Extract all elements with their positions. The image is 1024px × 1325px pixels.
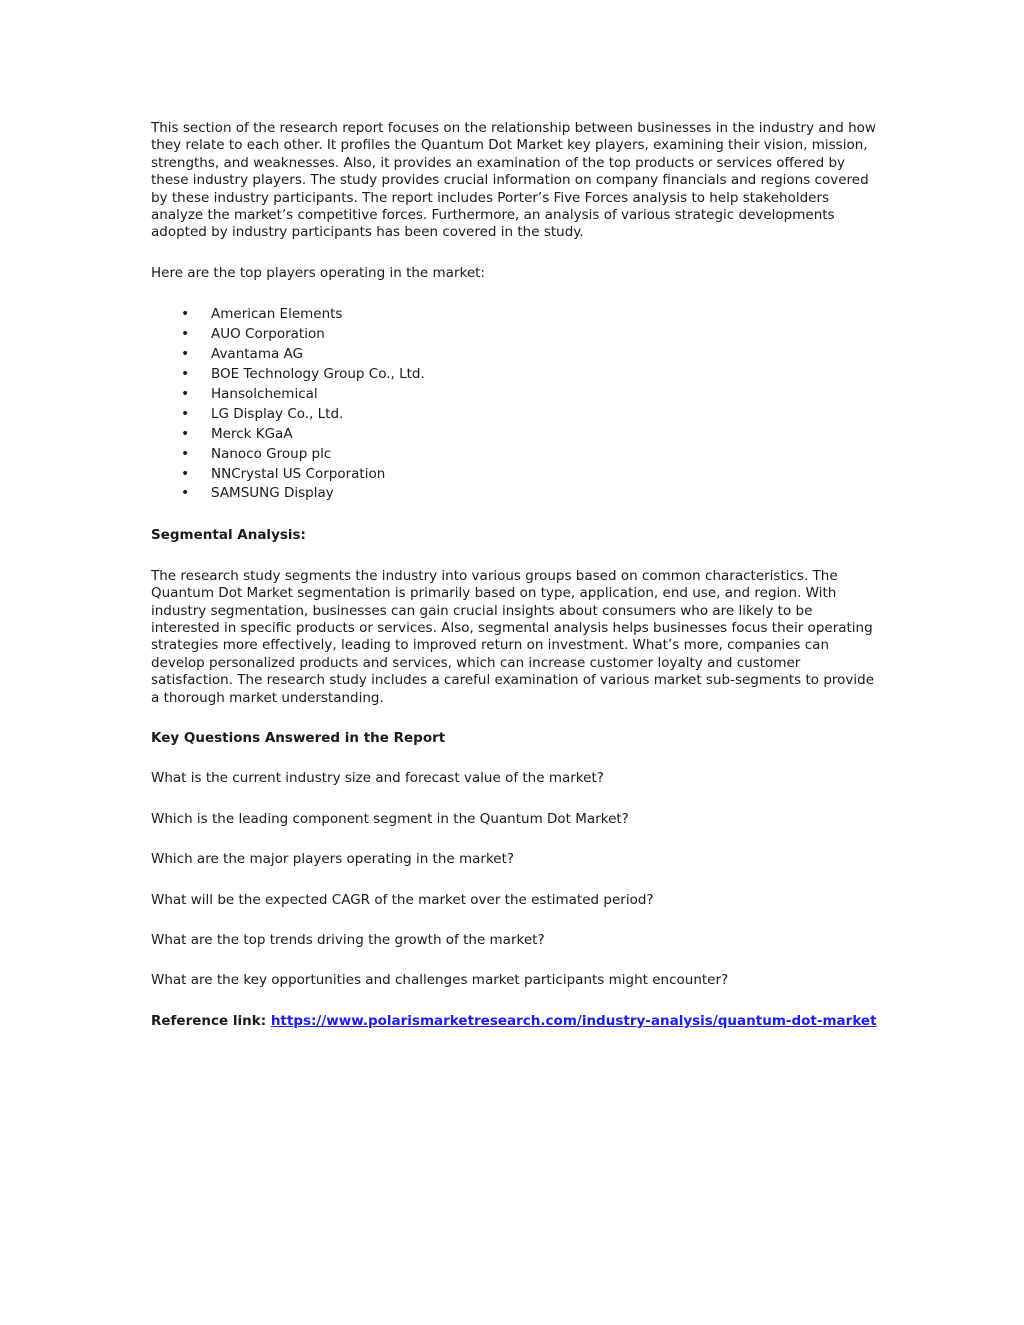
list-item bbox=[151, 405, 879, 425]
segmental-heading: Segmental Analysis: bbox=[151, 527, 306, 544]
segmental-paragraph: The research study segments the industry into various groups based on common characteristics. The Quantum Dot Market segmentation is primarily based on type, application, end use, and region. With industry segmentation, businesses can gain crucial insights about consumers who are likely to be interested in specific products or services. Also, segmental analysis helps businesses focus their operating strategies more effectively, leading to improved return on investment. What’s more, companies can develop personalized products and services, which can increase customer loyalty and customer satisfaction. The research study includes a careful examination of various market sub-segments to provide a thorough market understanding. bbox=[151, 567, 875, 706]
bullet-icon: • bbox=[181, 385, 190, 402]
player-name: LG Display Co., Ltd. bbox=[211, 405, 344, 422]
bullet-icon: • bbox=[181, 306, 190, 323]
bullet-icon: • bbox=[181, 326, 190, 343]
bullet-icon: • bbox=[181, 425, 190, 442]
reference-link[interactable]: https://www.polarismarketresearch.com/industry-analysis/quantum-dot-market bbox=[270, 1012, 877, 1029]
players-list bbox=[151, 305, 879, 504]
player-name: American Elements bbox=[211, 306, 343, 323]
question-item: Which is the leading component segment in the Quantum Dot Market? bbox=[151, 810, 629, 827]
questions-heading: Key Questions Answered in the Report bbox=[151, 729, 446, 746]
question-item: What is the current industry size and forecast value of the market? bbox=[151, 770, 604, 787]
question-item: Which are the major players operating in the market? bbox=[151, 851, 515, 868]
player-name: Nanoco Group plc bbox=[211, 445, 332, 462]
list-item bbox=[151, 484, 879, 504]
player-name: NNCrystal US Corporation bbox=[211, 465, 386, 482]
list-item bbox=[151, 345, 879, 365]
list-item bbox=[151, 425, 879, 445]
bullet-icon: • bbox=[181, 405, 190, 422]
player-name: Avantama AG bbox=[211, 346, 304, 363]
list-item bbox=[151, 365, 879, 385]
bullet-icon: • bbox=[181, 445, 190, 462]
players-lead: Here are the top players operating in the market: bbox=[151, 264, 485, 281]
player-name: BOE Technology Group Co., Ltd. bbox=[211, 365, 425, 382]
player-name: Merck KGaA bbox=[211, 425, 293, 442]
bullet-icon: • bbox=[181, 465, 190, 482]
question-item: What will be the expected CAGR of the market over the estimated period? bbox=[151, 891, 654, 908]
list-item bbox=[151, 465, 879, 485]
player-name: AUO Corporation bbox=[211, 326, 325, 343]
question-item: What are the top trends driving the growth of the market? bbox=[151, 932, 545, 948]
reference-label: Reference link: bbox=[151, 1012, 271, 1029]
bullet-icon: • bbox=[181, 365, 190, 382]
question-item: What are the key opportunities and challenges market participants might encounter? bbox=[151, 972, 729, 989]
list-item bbox=[151, 305, 879, 325]
document-page bbox=[151, 120, 879, 1053]
list-item bbox=[151, 385, 879, 405]
reference-line bbox=[151, 1013, 879, 1030]
bullet-icon: • bbox=[181, 485, 190, 502]
intro-paragraph: This section of the research report focuses on the relationship between businesses in the industry and how they relate to each other. It profiles the Quantum Dot Market key players, examining their vision, mission, strengths, and weaknesses. Also, it provides an examination of the top products or services offered by these industry players. The study provides crucial information on company financials and regions covered by these industry participants. The report includes Porter’s Five Forces analysis to help stakeholders analyze the market’s competitive forces. Furthermore, an analysis of various strategic developments adopted by industry participants has been covered in the study. bbox=[151, 120, 876, 241]
bullet-icon: • bbox=[181, 346, 190, 363]
list-item bbox=[151, 445, 879, 465]
player-name: Hansolchemical bbox=[211, 385, 318, 402]
list-item bbox=[151, 325, 879, 345]
player-name: SAMSUNG Display bbox=[211, 485, 334, 502]
